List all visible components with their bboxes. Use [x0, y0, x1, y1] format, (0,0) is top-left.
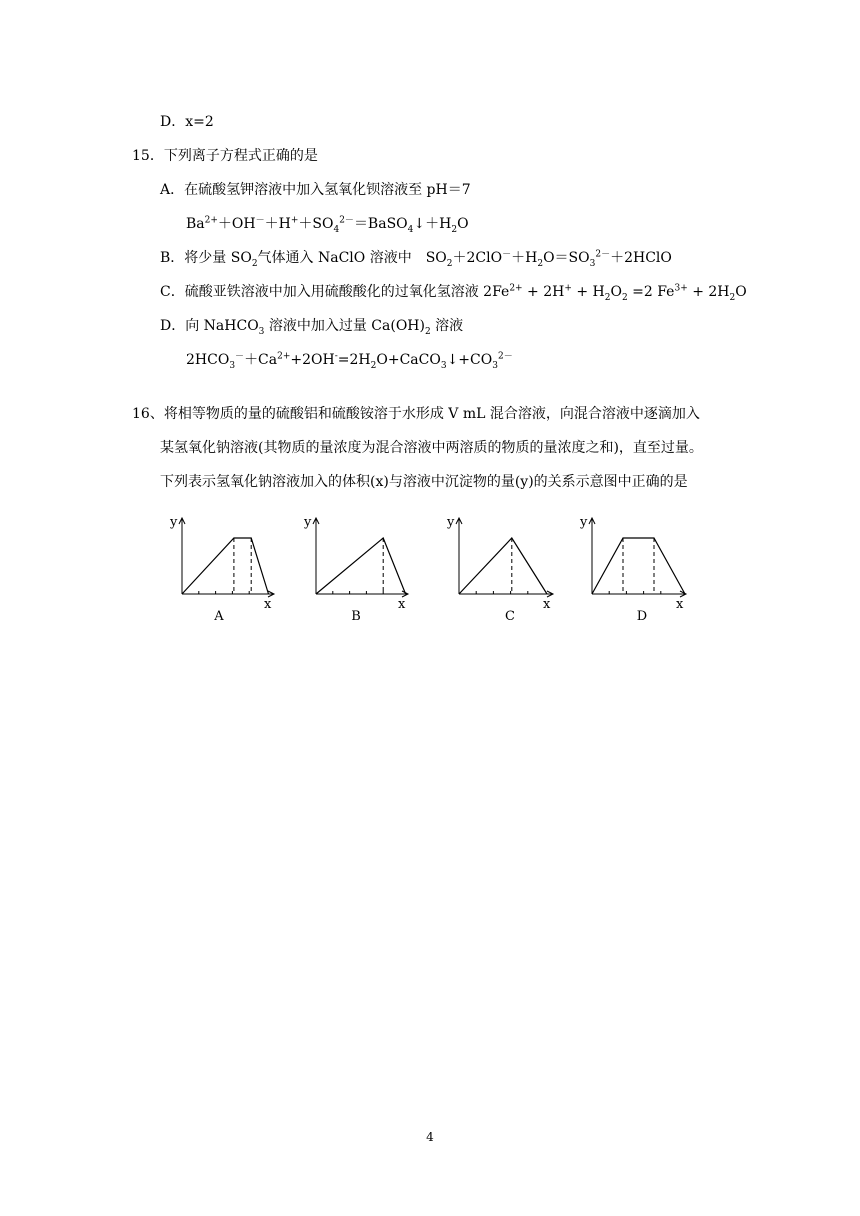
precipitate-curve — [592, 538, 685, 594]
q15-option-d: D．向 NaHCO$_3$ 溶液中加入过量 $Ca(OH)_2$ 溶液 — [160, 318, 464, 337]
precipitate-curve — [316, 538, 406, 594]
graph-b — [302, 512, 422, 624]
q15-option-a: A．在硫酸氢钾溶液中加入氢氧化钡溶液至 pH＝7 — [160, 182, 471, 198]
graph-c-svg — [445, 512, 565, 612]
precipitate-curve — [182, 538, 269, 594]
graph-a-label: A — [214, 609, 224, 624]
graph-b-label: B — [351, 609, 361, 624]
q15-option-d-equation: $2HCO_3^-+Ca^{2+}+2OH^-=2H_2O+CaCO_3↓+CO_3^{2-}$ — [186, 351, 513, 371]
x-axis-label: x — [264, 597, 272, 612]
precipitate-curve — [459, 538, 547, 594]
graph-d-svg — [578, 512, 698, 612]
y-axis-label: y — [447, 515, 455, 530]
y-axis-label: y — [170, 515, 178, 530]
q16-stem-line3: 下列表示氢氧化钠溶液加入的体积(x)与溶液中沉淀物的量(y)的关系示意图中正确的是 — [160, 474, 688, 490]
y-axis-label: y — [304, 515, 312, 530]
q16-stem-line2: 某氢氧化钠溶液(其物质的量浓度为混合溶液中两溶质的物质的量浓度之和)，直至过量。 — [160, 440, 703, 456]
q15-stem: 15．下列离子方程式正确的是 — [132, 148, 318, 164]
graph-a — [168, 512, 288, 624]
x-axis-label: x — [398, 597, 406, 612]
q15-option-b: B．将少量 $SO_2$气体通入 NaClO 溶液中 $SO_2+2ClO^-+H_2O=SO_3^{2-}+2HClO$ — [160, 249, 672, 269]
x-axis-label: x — [543, 597, 551, 612]
graph-b-svg — [302, 512, 422, 612]
x-axis-label: x — [676, 597, 684, 612]
graph-d — [578, 512, 698, 624]
graph-c — [445, 512, 565, 624]
page-number: 4 — [426, 1130, 434, 1144]
q16-stem-line1: 16、将相等物质的量的硫酸铝和硫酸铵溶于水形成 V mL 混合溶液，向混合溶液中逐滴加入 — [132, 406, 700, 422]
graph-c-label: C — [505, 609, 515, 624]
q15-option-a-equation: $Ba^{2+}+OH^-+H^++SO_4^{2-}=BaSO_4↓+H_2O$ — [186, 215, 469, 235]
y-axis-label: y — [580, 515, 588, 530]
q15-option-c: C．硫酸亚铁溶液中加入用硫酸酸化的过氧化氢溶液 $2Fe^{2+} + 2H^+ + H_2O_2 =2$ $Fe^{3+} + 2H_2O$ — [160, 283, 747, 303]
graph-d-label: D — [636, 609, 648, 624]
q14-option-d: D．x=2 — [160, 114, 214, 130]
graph-a-svg — [168, 512, 288, 612]
